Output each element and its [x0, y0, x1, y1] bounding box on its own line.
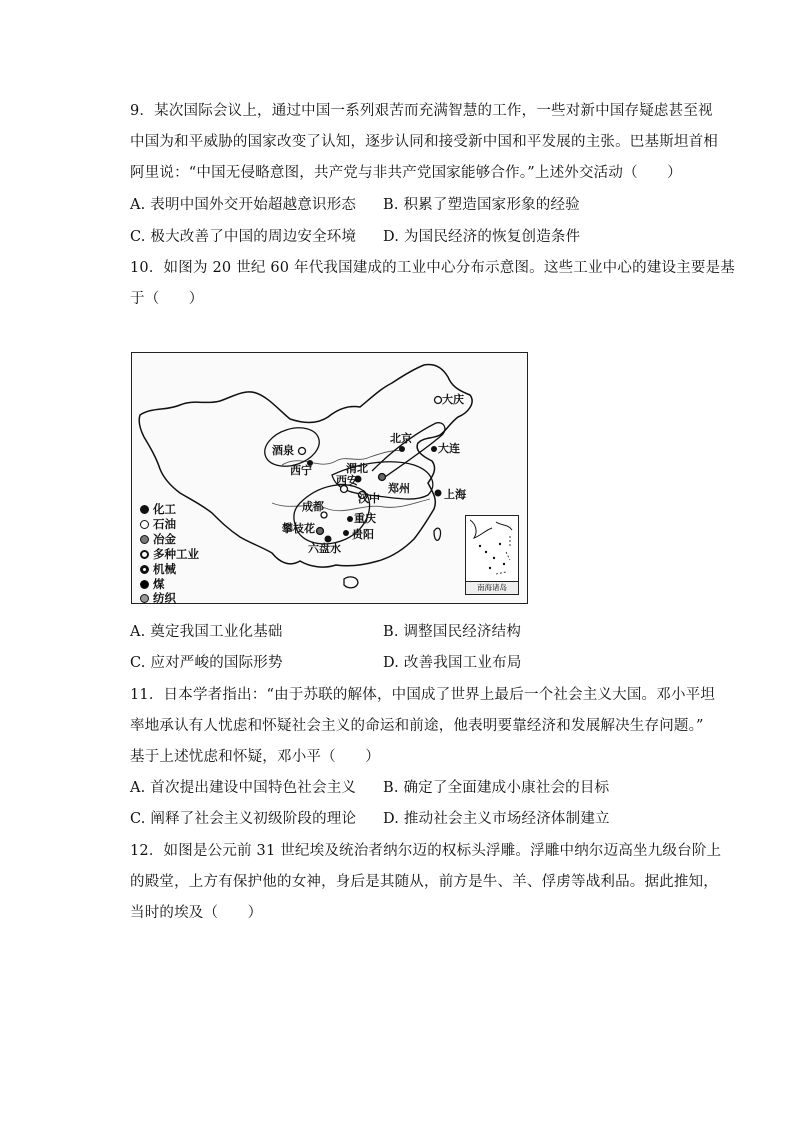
legend-symbol-machinery: [140, 565, 149, 574]
city-label-zhengzhou: 郑州: [388, 482, 410, 495]
marker-zhengzhou: [379, 474, 386, 481]
legend-label-chemical: 化工: [153, 502, 176, 516]
legend-symbol-textile: [140, 594, 149, 603]
legend-label-textile: 纺织: [153, 591, 176, 605]
legend-label-metallurgy: 冶金: [153, 532, 176, 546]
q11-stem-line-3: 基于上述忧虑和怀疑，邓小平（ ）: [130, 749, 380, 765]
legend-oil: [140, 518, 176, 531]
legend-chemical: [140, 503, 176, 516]
city-label-chongqing: 重庆: [354, 512, 376, 525]
marker-guiyang: [343, 530, 349, 536]
legend-symbol-multi-industry: [140, 550, 149, 559]
south-china-sea-inset: [465, 515, 519, 595]
legend-textile: [140, 593, 176, 603]
city-label-beijing: 北京: [390, 432, 412, 445]
legend-symbol-coal: [140, 580, 149, 589]
marker-daqing: [435, 397, 442, 404]
q10-option-d[interactable]: D. 改善我国工业布局: [383, 655, 522, 671]
q9-option-b[interactable]: B. 积累了塑造国家形象的经验: [383, 197, 580, 213]
hainan-island: [344, 577, 358, 588]
q9-stem-line-2: 中国为和平威胁的国家改变了认知，逐步认同和接受新中国和平发展的主张。巴基斯坦首相: [130, 134, 718, 150]
marker-beijing: [399, 446, 405, 452]
q9-stem-line-3: 阿里说：“中国无侵略意图，共产党与非共产党国家能够合作。”上述外交活动（ ）: [130, 165, 682, 181]
q9-option-a[interactable]: A. 表明中国外交开始超越意识形态: [130, 197, 357, 213]
city-label-shanghai: 上海: [444, 488, 466, 501]
marker-dalian: [431, 446, 437, 452]
q9-stem-line-1: 9．某次国际会议上，通过中国一系列艰苦而充满智慧的工作，一些对新中国存疑虑甚至视: [130, 103, 713, 119]
legend-label-machinery: 机械: [153, 562, 176, 576]
city-label-weibei: 渭北: [346, 462, 368, 475]
marker-jiuquan: [299, 448, 306, 455]
q10-option-b[interactable]: B. 调整国民经济结构: [383, 624, 522, 640]
city-label-panzhihua: 攀枝花: [282, 522, 315, 535]
taiwan-island: [434, 528, 441, 540]
q11-stem-line-2: 率地承认有人忧虑和怀疑社会主义的命运和前途，他表明要靠经济和发展解决生存问题。”: [130, 718, 704, 734]
city-label-hanzhong: 汉中: [358, 492, 380, 505]
q12-stem-line-2: 的殿堂，上方有保护他的女神，身后是其随从，前方是牛、羊、俘虏等战利品。据此推知，: [130, 874, 718, 890]
legend-label-oil: 石油: [153, 517, 176, 531]
q11-option-a[interactable]: A. 首次提出建设中国特色社会主义: [130, 780, 357, 796]
q11-option-b[interactable]: B. 确定了全面建成小康社会的目标: [383, 780, 610, 796]
city-label-xian: 西安: [336, 474, 358, 487]
industrial-center-map: [131, 352, 528, 604]
city-label-daqing: 大庆: [442, 393, 464, 406]
legend-label-multi-industry: 多种工业: [153, 547, 199, 561]
legend-symbol-metallurgy: [140, 535, 149, 544]
city-label-guiyang: 贵阳: [352, 528, 374, 541]
inset-label: 南海诸岛: [466, 581, 518, 594]
q12-stem-line-3: 当时的埃及（ ）: [130, 905, 263, 921]
city-label-xining: 西宁: [290, 464, 312, 477]
legend-multi-industry: [140, 548, 199, 561]
legend-symbol-oil: [140, 520, 149, 529]
q12-stem-line-1: 12．如图是公元前 31 世纪埃及统治者纳尔迈的权标头浮雕。浮雕中纳尔迈高坐九级台阶上: [130, 843, 722, 859]
legend-coal: [140, 578, 165, 591]
marker-chongqing: [347, 516, 353, 522]
q11-stem-line-1: 11．日本学者指出：“由于苏联的解体，中国成了世界上最后一个社会主义大国。邓小平坦: [130, 687, 716, 703]
q11-option-d[interactable]: D. 推动社会主义市场经济体制建立: [383, 811, 610, 827]
legend-symbol-chemical: [140, 505, 149, 514]
legend-machinery: [140, 563, 176, 576]
marker-shanghai: [435, 490, 442, 497]
city-label-dalian: 大连: [438, 442, 460, 455]
q10-option-c[interactable]: C. 应对严峻的国际形势: [130, 655, 283, 671]
legend-label-coal: 煤: [153, 577, 165, 591]
marker-panzhihua: [317, 528, 324, 535]
city-label-liupanshui: 六盘水: [308, 542, 341, 555]
q9-option-c[interactable]: C. 极大改善了中国的周边安全环境: [130, 229, 357, 245]
q10-stem-line-2: 于（ ）: [130, 291, 204, 307]
q10-option-a[interactable]: A. 奠定我国工业化基础: [130, 624, 283, 640]
inset-islands-svg: [466, 516, 518, 582]
q11-option-c[interactable]: C. 阐释了社会主义初级阶段的理论: [130, 811, 357, 827]
legend-metallurgy: [140, 533, 176, 546]
city-label-chengdu: 成都: [302, 500, 324, 513]
q9-option-d[interactable]: D. 为国民经济的恢复创造条件: [383, 229, 581, 245]
city-label-jiuquan: 酒泉: [272, 444, 294, 457]
q10-stem-line-1: 10．如图为 20 世纪 60 年代我国建成的工业中心分布示意图。这些工业中心的建设主要是基: [130, 260, 735, 276]
